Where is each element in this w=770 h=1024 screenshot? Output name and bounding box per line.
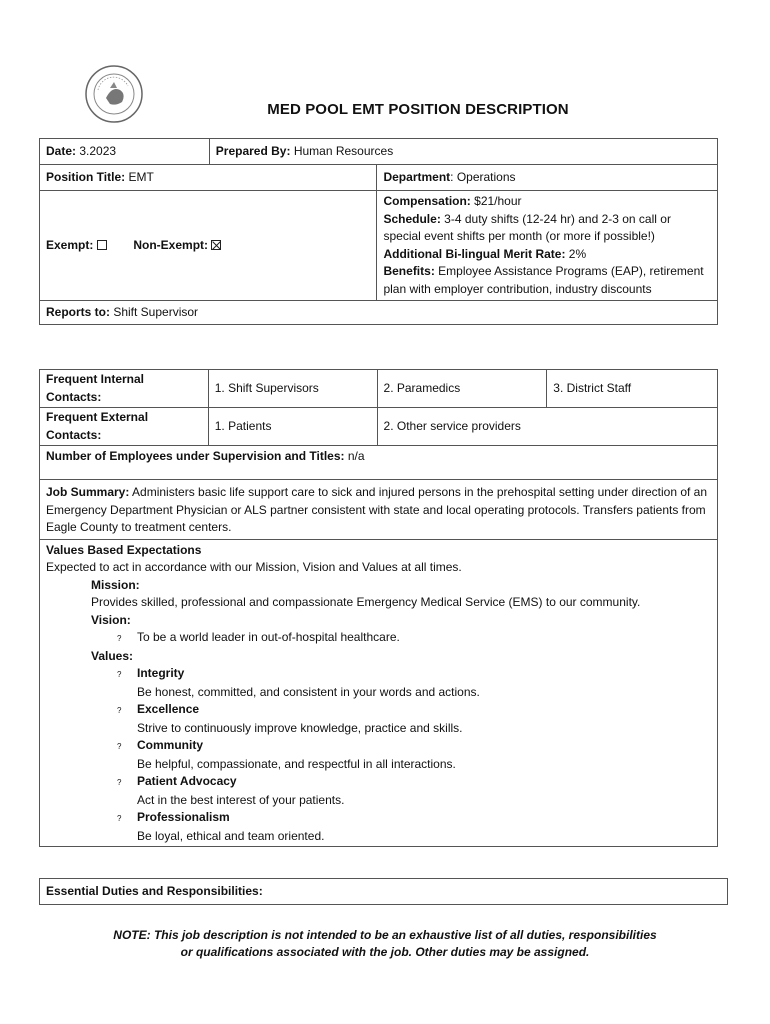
internal-contact-2: 2. Paramedics xyxy=(377,370,547,408)
department-cell: Department: Operations xyxy=(377,165,718,191)
reports-to-cell: Reports to: Shift Supervisor xyxy=(40,301,718,325)
value-bullet-icon: ? xyxy=(117,706,122,715)
prepared-by-cell: Prepared By: Human Resources xyxy=(209,139,717,165)
values-cell: Values Based Expectations Expected to act in accordance with our Mission, Vision and Values at all times. Mission: Provides skilled, professional and compassionate Emergency Medical Service (EMS) to our community. Vision: ? To be a world leader in out-of-hospital healthcare. Values: ? Integrity Be honest, committed, and consistent in your words and actions. ? Excellence Strive to continuously improve knowledge, practice and skills. ? Community Be helpful, compassionate, and respectful in all interactions. ? Patient Advocacy Act in the best interest of your patients. ? Professionalism Be loyal, ethical and team oriented. xyxy=(40,539,718,847)
external-contact-1: 1. Patients xyxy=(208,408,377,446)
compensation-cell: Compensation: $21/hour Schedule: 3-4 duty shifts (12-24 hr) and 2-3 on call or special event shifts per month (or more if possible!) Additional Bi-lingual Merit Rate: 2% Benefits: Employee Assistance Programs (EAP), retirement plan with employer contribution, industry discounts xyxy=(377,191,718,301)
value-bullet-icon: ? xyxy=(117,742,122,751)
essential-duties-cell: Essential Duties and Responsibilities: xyxy=(40,879,728,905)
job-details-table xyxy=(39,369,718,847)
internal-contact-1: 1. Shift Supervisors xyxy=(208,370,377,408)
external-contact-2: 2. Other service providers xyxy=(377,408,717,446)
value-bullet-icon: ? xyxy=(117,814,122,823)
position-header-table xyxy=(39,138,718,325)
internal-contacts-label: Frequent Internal Contacts: xyxy=(40,370,209,408)
non-exempt-checkbox[interactable] xyxy=(211,240,221,250)
exempt-checkbox[interactable] xyxy=(97,240,107,250)
date-cell: Date: 3.2023 xyxy=(40,139,210,165)
employees-supervised-cell: Number of Employees under Supervision and Titles: n/a xyxy=(40,446,718,480)
value-bullet-icon: ? xyxy=(117,670,122,679)
value-bullet-icon: ? xyxy=(117,778,122,787)
vision-bullet-icon: ? xyxy=(117,634,122,643)
job-summary-cell: Job Summary: Administers basic life support care to sick and injured persons in the prehospital setting under direction of an Emergency Department Physician or ALS partner consistent with state and local operating protocols. Transfers patients from Eagle County to treatment centers. xyxy=(40,480,718,540)
exemption-cell: Exempt: Non-Exempt: xyxy=(40,191,377,301)
duties-table xyxy=(39,878,728,905)
internal-contact-3: 3. District Staff xyxy=(547,370,718,408)
position-title-cell: Position Title: EMT xyxy=(40,165,377,191)
external-contacts-label: Frequent External Contacts: xyxy=(40,408,209,446)
footnote: NOTE: This job description is not intended to be an exhaustive list of all duties, responsibilities or qualifications associated with the job. Other duties may be assigned. xyxy=(113,928,657,959)
values-list: ? Integrity Be honest, committed, and consistent in your words and actions. ? Excellence Strive to continuously improve knowledge, practice and skills. ? Community Be helpful, compassionate, and respectful in all interactions. ? Patient Advocacy Act in the best interest of your patients. ? Professionalism Be loyal, ethical and team oriented. xyxy=(117,666,480,843)
page-title: MED POOL EMT POSITION DESCRIPTION xyxy=(267,101,569,118)
